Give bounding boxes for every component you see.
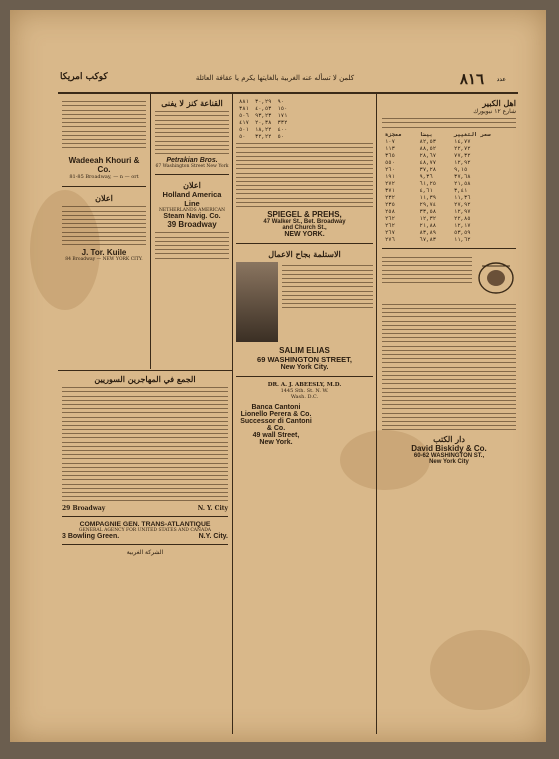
left-article <box>62 101 146 148</box>
exchange-row <box>382 208 516 215</box>
box-title: دار الكتب <box>433 434 465 445</box>
exchange-cell: ٣٧,٢٨ <box>419 165 437 173</box>
exchange-cell: ٢٧٢ <box>385 179 395 187</box>
exchange-cell: ٢٢,٨٥ <box>454 214 471 222</box>
exchange-row <box>382 152 516 159</box>
exchange-header-cell: سعر التغيير <box>454 130 491 138</box>
ad-address: 81-85 Broadway, — n — ort <box>69 174 139 181</box>
exchange-row <box>382 159 516 166</box>
ad-city: New York City. <box>280 364 329 372</box>
doctor-city: Wash. D.C. <box>290 394 319 401</box>
exchange-row <box>382 145 516 152</box>
price-cell: ٢٠,٣٨ <box>254 119 272 126</box>
exchange-cell: ٧٧,٣٢ <box>454 151 471 159</box>
ad-company: J. Tor. Kuile <box>81 248 127 258</box>
exchange-cell: ٤٨,٧٧ <box>419 158 437 166</box>
exchange-row <box>382 229 516 236</box>
price-cell: ٨٨١ <box>239 98 249 105</box>
ad-city: N.Y. City. <box>198 533 228 541</box>
ad-address: 29 Broadway <box>62 505 106 513</box>
exchange-row <box>382 187 516 194</box>
col-rule <box>232 94 233 734</box>
ad-address: 39 Broadway <box>167 220 217 230</box>
ad-spiegel <box>236 210 373 238</box>
ad-title: اعلان <box>95 193 113 204</box>
exchange-cell: ٢٨,٦٧ <box>419 151 437 159</box>
exchange-cell: ٦٧,٨٣ <box>419 235 437 243</box>
price-cell: ٥٠ <box>239 133 246 140</box>
exchange-row <box>382 166 516 173</box>
price-cell: ٣٠,٢٩ <box>254 98 272 105</box>
ad-wadeeah <box>62 156 146 180</box>
price-row <box>236 119 290 126</box>
footer-caption: الشركة الغربية <box>126 549 164 557</box>
ad-company: David Biskidy & Co. <box>411 444 487 454</box>
bank-name-4: & Co. <box>266 425 286 433</box>
ad-address: 84 Broadway — NEW YORK CITY. <box>65 257 143 263</box>
exchange-cell: ٢٦٠ <box>385 165 395 173</box>
ad-company: COMPAGNIE GEN. TRANS-ATLANTIQUE <box>79 521 211 529</box>
building-illustration <box>236 262 278 342</box>
exchange-cell: ٥٥٠ <box>385 158 395 166</box>
price-cell: ٣٢,٢٢ <box>254 133 272 140</box>
exchange-cell: ١١,٣٦ <box>454 193 471 201</box>
col-rule <box>150 94 151 369</box>
price-table <box>236 98 290 140</box>
exchange-row <box>382 236 516 243</box>
exchange-cell: ٢١,٥٨ <box>454 179 471 187</box>
exchange-row <box>382 215 516 222</box>
bank-name-3: Successor di Cantoni <box>240 418 312 426</box>
ad-company: SPIEGEL & PREHS, <box>267 210 342 220</box>
price-cell: ٤٠٠ <box>277 126 288 133</box>
ad-kuile <box>62 248 146 262</box>
exchange-cell: ١١,٦٢ <box>454 235 471 243</box>
left-column <box>62 98 146 262</box>
ad-address: 3 Bowling Green. <box>62 533 120 541</box>
exchange-cell: ٢٦٢ <box>385 214 395 222</box>
exchange-row <box>382 194 516 201</box>
ad-company: Wadeeah Khouri & Co. <box>68 156 140 175</box>
price-row <box>236 105 290 112</box>
exchange-cell: ٥٣,٥٩ <box>454 228 471 236</box>
section-title: الاستلمة بجاح الاعمال <box>268 249 341 260</box>
ad-title: القناعة كنز لا يفنى <box>161 98 223 108</box>
center-column <box>236 98 373 446</box>
header-rule <box>58 92 518 94</box>
page-label: عدد <box>496 76 506 83</box>
price-row <box>236 126 290 133</box>
exchange-cell: ٦١,٢٥ <box>419 179 437 187</box>
ad-city: NEW YORK. <box>284 231 325 239</box>
price-cell: ٣٣٢ <box>277 119 288 126</box>
ad-company: Holland America Line <box>162 190 222 209</box>
exchange-cell: ١٢,١٧ <box>454 221 471 229</box>
price-cell: ١٨,٢٢ <box>254 126 272 133</box>
ad-biskidy <box>382 444 516 465</box>
exchange-header-cell: بيضا <box>419 130 433 138</box>
motto: كلمن لا تسأله عنه الغربية بالغايتها يكرم يا عقافة العائلة <box>195 74 355 82</box>
exchange-subtitle: شارع ١٢ نيويورك <box>473 108 516 115</box>
price-cell: ١٥٠ <box>277 105 288 112</box>
ad-holland <box>155 190 229 229</box>
exchange-cell: ١١,٣٩ <box>419 193 437 201</box>
exchange-cell: ٢٣٢ <box>385 193 395 201</box>
exchange-cell: ٩,١٥ <box>454 165 468 173</box>
bank-address: 49 wall Street, <box>252 432 300 440</box>
exchange-cell: ١٢,٩٢ <box>454 158 471 166</box>
ad-city: New York City <box>429 459 469 466</box>
ad-address: 67 Washington Street New York <box>155 164 229 170</box>
ad-bank <box>236 404 316 446</box>
price-cell: ٥٠ <box>277 133 285 140</box>
ad-city: N. Y. City <box>197 505 228 513</box>
exchange-cell: ٤,٦١ <box>419 186 433 194</box>
ad-compagnie <box>62 521 228 540</box>
exchange-cell: ٩,٣٦ <box>419 172 433 180</box>
ad-address: 69 WASHINGTON STREET, <box>257 355 352 365</box>
exchange-cell: ٣٦٥ <box>385 151 395 159</box>
ad-sub: NETHERLANDS AMERICAN <box>158 208 226 214</box>
ad-sub2: Steam Navig. Co. <box>163 213 221 221</box>
doctor-name: DR. A. J. ABEESLY, M.D. <box>267 382 342 389</box>
right-column <box>382 98 516 465</box>
exchange-cell: ٣٧,٦٨ <box>454 172 471 180</box>
exchange-cell: ٢٣٥ <box>385 200 395 208</box>
price-row <box>236 133 290 140</box>
price-cell: ٩٣,٢٣ <box>254 112 272 119</box>
mid-column <box>155 98 229 262</box>
ad-sub: GENERAL AGENCY FOR UNITED STATES AND CANADA <box>78 528 212 534</box>
bank-name-2: Lionello Perera & Co. <box>240 411 312 419</box>
exchange-cell: ٢٦٧ <box>385 228 395 236</box>
masthead: كوكب امريكا <box>60 72 108 82</box>
exchange-cell: ١٩١ <box>385 172 395 180</box>
price-cell: ٣٨١ <box>239 105 249 112</box>
exchange-cell: ٨٣,٨٩ <box>419 228 437 236</box>
newspaper-page <box>10 10 546 742</box>
exchange-cell: ٢٢,٧٢ <box>454 144 471 152</box>
ad-title: اعلان <box>183 180 201 191</box>
exchange-cell: ١٢,٣٢ <box>419 214 437 222</box>
price-row <box>236 112 290 119</box>
exchange-header-row <box>382 131 516 138</box>
price-cell: ١٧١ <box>277 112 288 119</box>
ad-company: SALIM ELIAS <box>279 346 330 356</box>
ad-address: 47 Walker St., Bet. Broadway <box>263 219 346 226</box>
exchange-cell: ١٠٧ <box>385 137 395 145</box>
exchange-cell: ٢١,٨٨ <box>419 221 437 229</box>
exchange-row <box>382 138 516 145</box>
emblem-illustration <box>476 254 516 298</box>
bank-city: New York. <box>259 439 293 447</box>
exchange-cell: ١١٣ <box>385 144 395 152</box>
price-cell: ٤٠,٥٣ <box>254 105 272 112</box>
exchange-cell: ٢٧,٩٢ <box>454 200 471 208</box>
ad-petrakian <box>155 157 229 169</box>
exchange-row <box>382 173 516 180</box>
price-row <box>236 98 290 105</box>
bank-name: Banca Cantoni <box>251 404 301 412</box>
exchange-cell: ٢٩,٧٤ <box>419 200 437 208</box>
exchange-cell: ٣,٤١ <box>454 186 468 194</box>
price-cell: ٩٠ <box>277 98 285 105</box>
exchange-cell: ٢٧٦ <box>385 235 395 243</box>
exchange-cell: ١٤,٧٧ <box>454 137 471 145</box>
exchange-row <box>382 180 516 187</box>
article-headline: الجمع في المهاجرين السوريين <box>94 374 196 384</box>
ad-doctor <box>236 382 373 400</box>
col-rule <box>376 94 377 734</box>
price-cell: ٥٠١ <box>239 126 249 133</box>
exchange-header-cell: معجزة <box>385 130 402 138</box>
exchange-table <box>382 131 516 243</box>
page-header <box>10 68 546 94</box>
exchange-title: اهل الكبير <box>482 98 516 108</box>
exchange-cell: ٢٦٢ <box>385 221 395 229</box>
page-number: ٨١٦ <box>459 70 484 88</box>
bottom-left-article <box>62 374 228 556</box>
ad-company: Petrakian Bros. <box>166 157 218 165</box>
exchange-cell: ٨٢,٥٣ <box>419 137 437 145</box>
exchange-row <box>382 222 516 229</box>
exchange-cell: ١٢,٩٧ <box>454 207 471 215</box>
ad-address-2: and Church St., <box>282 225 327 232</box>
exchange-cell: ٢٥٨ <box>385 207 395 215</box>
doctor-address: 1445 Sth. St. N. W. <box>280 388 329 395</box>
exchange-cell: ٣٧١ <box>385 186 395 194</box>
exchange-cell: ٣٣,٥٨ <box>419 207 437 215</box>
ad-address: 60-62 WASHINGTON ST., <box>413 453 485 460</box>
price-cell: ٤١٧ <box>239 119 249 126</box>
exchange-row <box>382 201 516 208</box>
exchange-cell: ٨٨,٥٢ <box>419 144 437 152</box>
ad-salim <box>236 346 373 371</box>
price-cell: ٥٠٦ <box>239 112 249 119</box>
